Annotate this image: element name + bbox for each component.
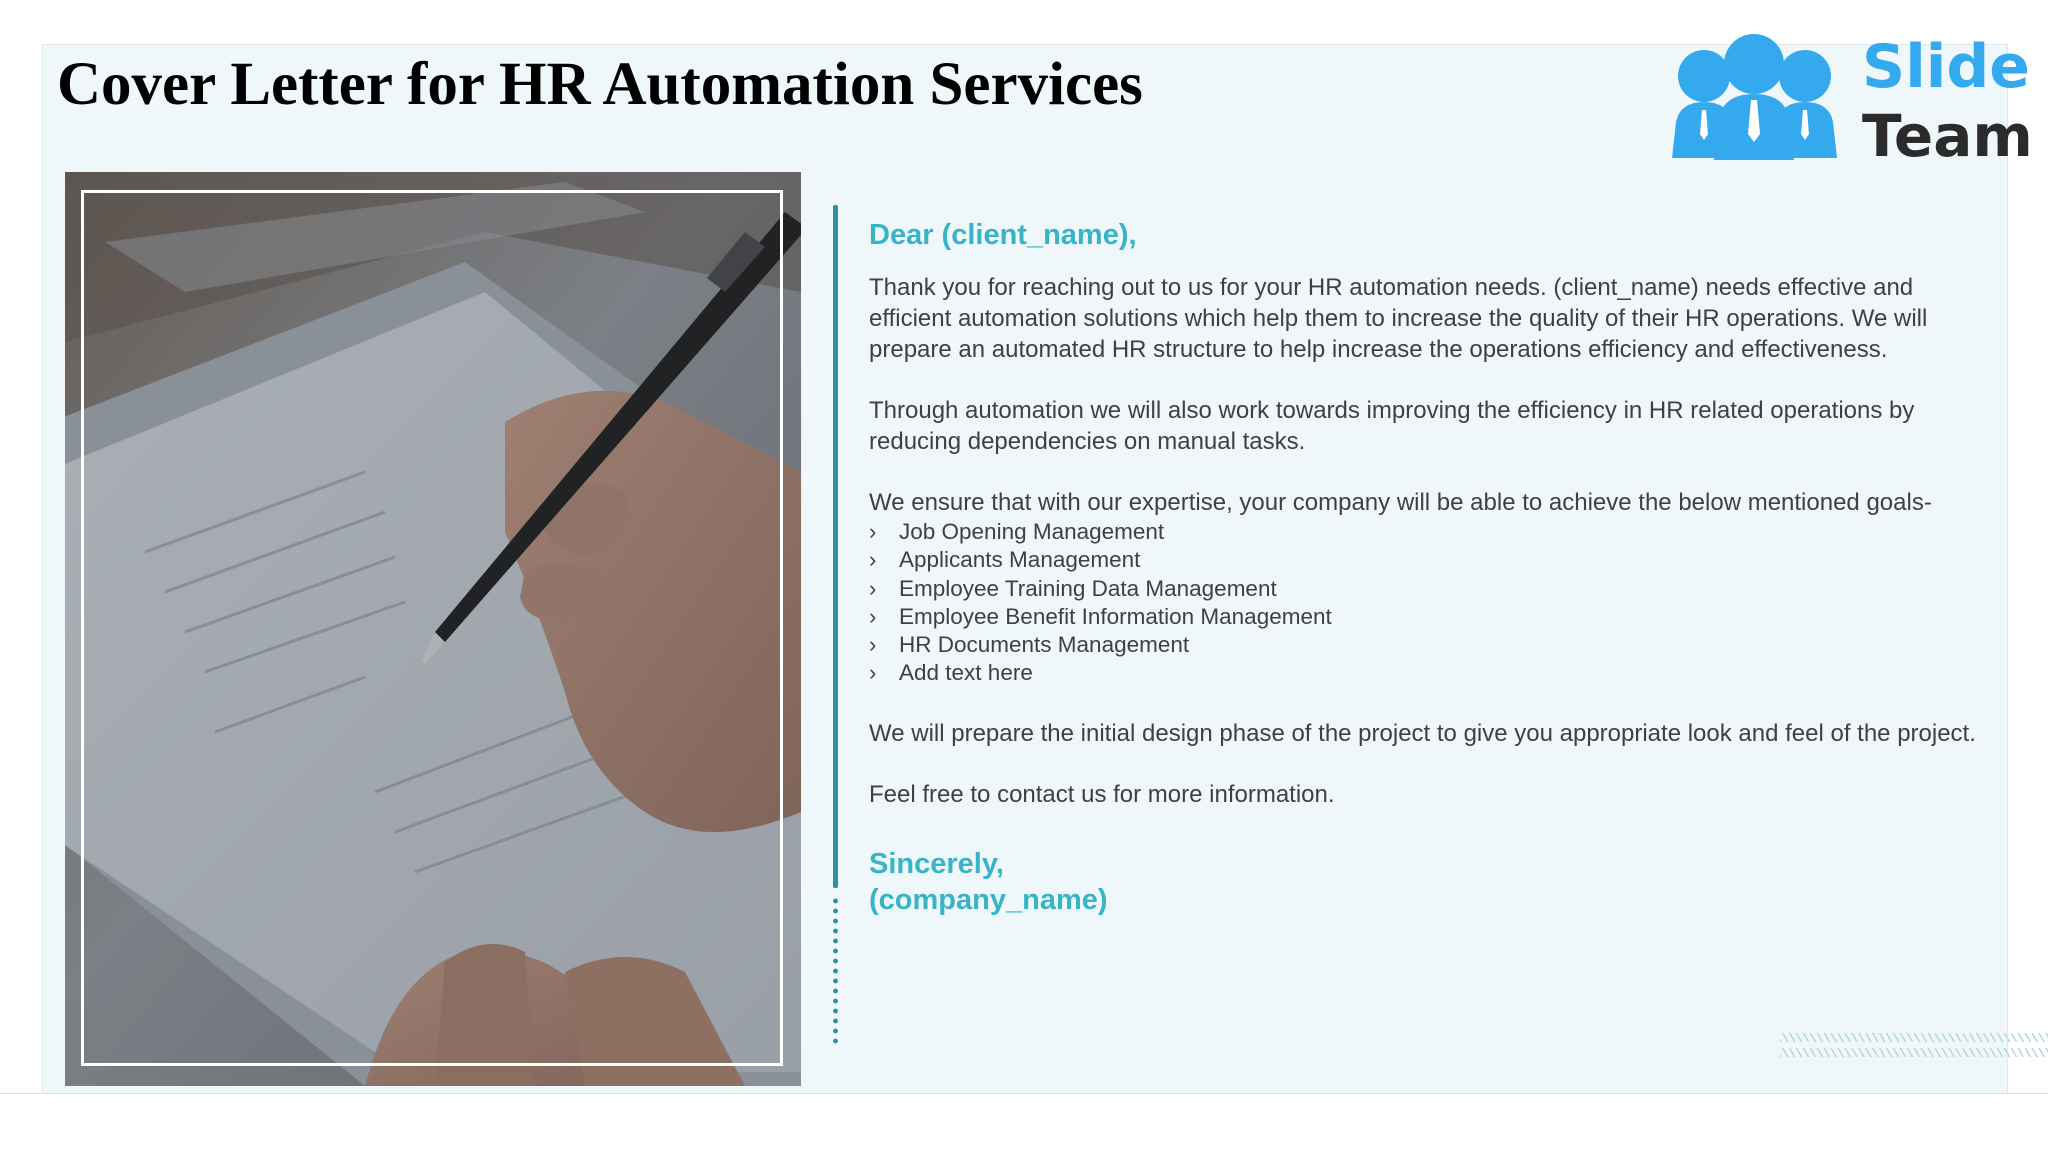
vertical-divider-dotted xyxy=(833,896,838,1046)
people-icon xyxy=(1664,30,1854,170)
spacer xyxy=(869,365,1989,395)
list-item xyxy=(869,546,1989,574)
slideteam-logo xyxy=(1664,30,2033,170)
spacer xyxy=(869,688,1989,718)
goal-label: Add text here xyxy=(899,660,1033,686)
logo-text-team: Team xyxy=(1862,102,2033,170)
paragraph-intro: Thank you for reaching out to us for your HR automation needs. (client_name) needs effective and efficient automation solutions which help them to increase the quality of their HR operations. We will prepare an automated HR structure to help increase the operations efficiency and effectiveness. xyxy=(869,274,1928,363)
bullet-chevron-icon: › xyxy=(869,603,877,629)
letter-body xyxy=(869,210,1989,918)
decorative-hatch xyxy=(1780,1048,2048,1057)
paragraph-automation: Through automation we will also work towards improving the efficiency in HR related operations by reducing dependencies on manual tasks. xyxy=(869,397,1915,455)
spacer xyxy=(869,810,1989,846)
goal-label: Job Opening Management xyxy=(899,519,1165,544)
goal-label: HR Documents Management xyxy=(899,632,1190,658)
paragraph-contact: Feel free to contact us for more information. xyxy=(869,780,1335,808)
closing: Sincerely, xyxy=(869,847,1004,880)
signature: (company_name) xyxy=(869,883,1108,916)
list-item xyxy=(869,603,1989,631)
paragraph-goals-intro: We ensure that with our expertise, your company will be able to achieve the below mentioned goals- xyxy=(869,489,1932,516)
page-title: Cover Letter for HR Automation Services xyxy=(57,51,1143,118)
bullet-chevron-icon: › xyxy=(869,547,877,573)
list-item xyxy=(869,518,1989,546)
goal-label: Employee Training Data Management xyxy=(899,575,1277,601)
goals-list xyxy=(869,518,1989,688)
bullet-chevron-icon: › xyxy=(869,660,877,686)
decorative-hatch xyxy=(1780,1033,2048,1042)
goal-label: Employee Benefit Information Management xyxy=(899,603,1332,629)
bullet-chevron-icon: › xyxy=(869,632,877,658)
logo-text-slide: Slide xyxy=(1862,32,2030,102)
goal-label: Applicants Management xyxy=(899,547,1141,573)
bullet-chevron-icon: › xyxy=(869,575,877,601)
list-item xyxy=(869,575,1989,603)
vertical-divider xyxy=(833,205,838,888)
list-item xyxy=(869,631,1989,659)
bullet-chevron-icon: › xyxy=(869,519,877,544)
paragraph-design: We will prepare the initial design phase of the project to give you appropriate look and feel of the project. xyxy=(869,719,1976,747)
spacer xyxy=(869,749,1989,779)
spacer xyxy=(869,260,1989,272)
salutation: Dear (client_name), xyxy=(869,219,1137,251)
list-item xyxy=(869,659,1989,687)
signing-photo xyxy=(65,172,801,1086)
photo-frame xyxy=(81,190,783,1066)
spacer xyxy=(869,457,1989,487)
bottom-divider-line xyxy=(0,1093,2048,1094)
